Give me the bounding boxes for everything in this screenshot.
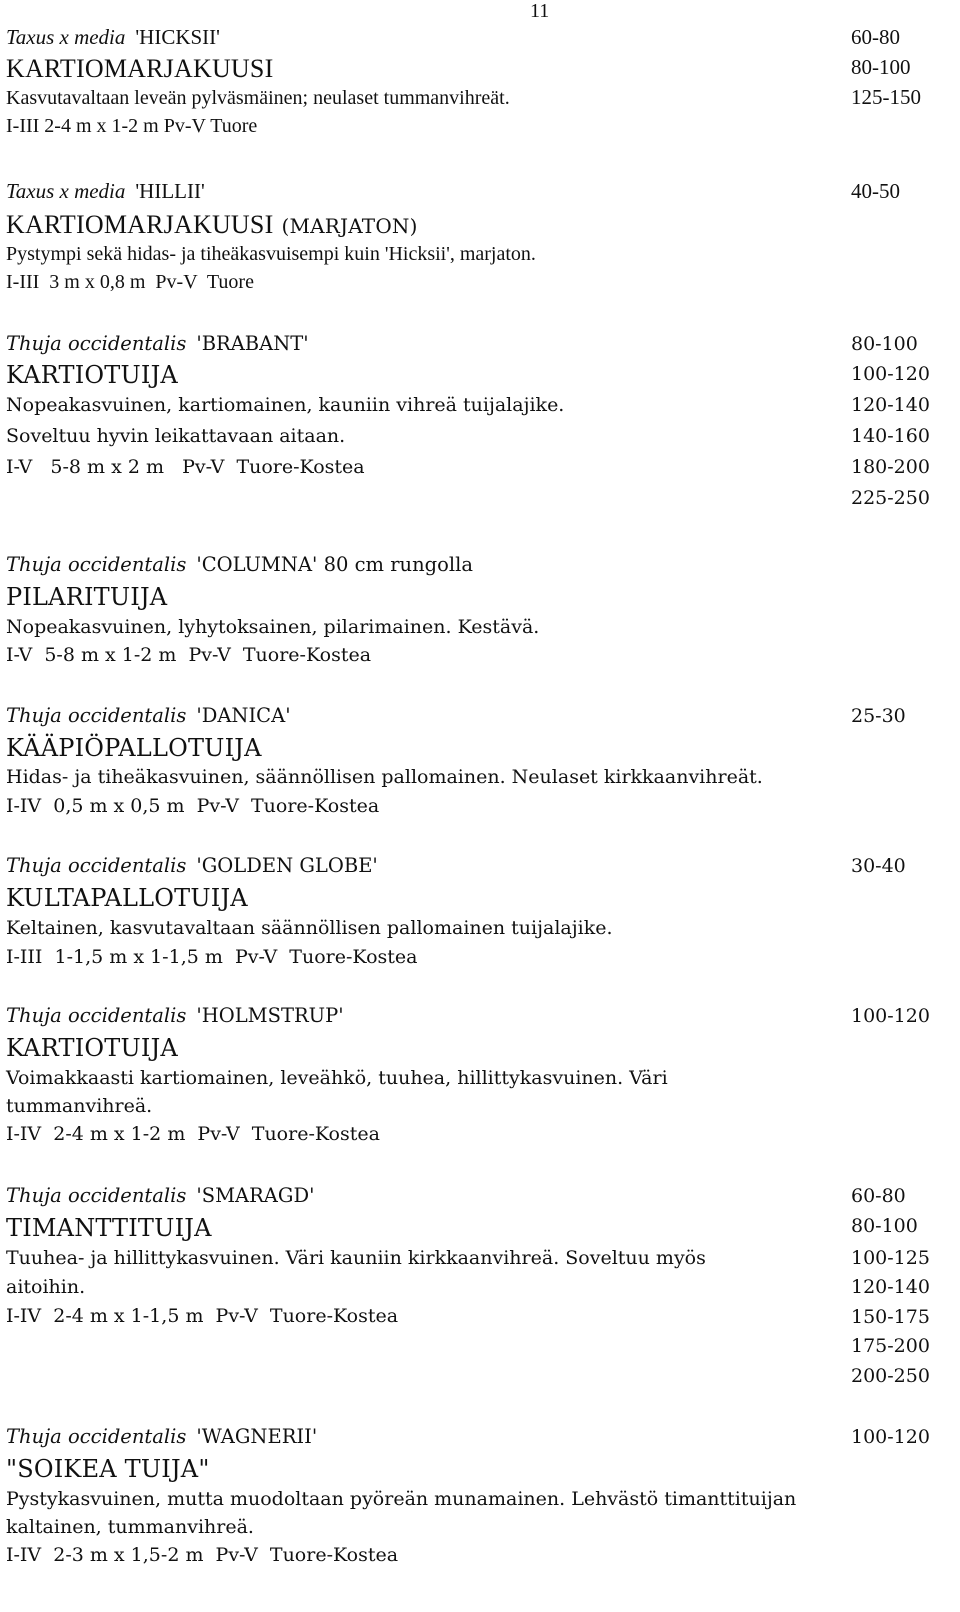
description-text: Kasvutavaltaan leveän pylväsmäinen; neulaset tummanvihreät. <box>6 87 510 109</box>
size-range <box>851 1303 930 1330</box>
size-range <box>851 1182 906 1209</box>
size-range <box>851 54 911 80</box>
description-line <box>6 453 365 480</box>
size-range <box>851 1212 918 1239</box>
size-range-text: 180-200 <box>851 456 930 478</box>
description-text: Pystympi sekä hidas- ja tiheäkasvuisempi kuin 'Hicksii', marjaton. <box>6 243 536 265</box>
common-name-text: KARTIOMARJAKUUSI <box>6 210 274 239</box>
size-range-text: 150-175 <box>851 1306 930 1328</box>
cultivar-name: 'WAGNERII' <box>196 1425 318 1448</box>
size-range-text: 30-40 <box>851 855 906 877</box>
description-text: I-IV 0,5 m x 0,5 m Pv-V Tuore-Kostea <box>6 795 380 817</box>
latin-name: Thuja occidentalis <box>6 1004 187 1027</box>
description-line <box>6 1064 668 1091</box>
description-line <box>6 1302 398 1329</box>
description-line <box>6 240 536 267</box>
description-text: I-IV 2-4 m x 1-2 m Pv-V Tuore-Kostea <box>6 1123 380 1145</box>
common-name-text: PILARITUIJA <box>6 583 168 611</box>
description-line <box>6 1092 152 1119</box>
description-text: I-IV 2-3 m x 1,5-2 m Pv-V Tuore-Kostea <box>6 1544 399 1566</box>
latin-name: Thuja occidentalis <box>6 1184 187 1207</box>
size-range-text: 80-100 <box>851 333 918 355</box>
size-range-text: 175-200 <box>851 1335 930 1357</box>
size-range <box>851 1002 930 1029</box>
description-line <box>6 613 539 640</box>
cultivar-name: 'HICKSII' <box>135 25 220 49</box>
size-range-text: 125-150 <box>851 85 921 109</box>
size-range <box>851 330 918 357</box>
size-range <box>851 1273 930 1300</box>
common-name-text: KARTIOTUIJA <box>6 361 178 389</box>
size-range <box>851 422 930 449</box>
common-name <box>6 210 418 241</box>
size-range-text: 100-120 <box>851 1426 930 1448</box>
scientific-name-line <box>6 852 378 879</box>
description-text: tummanvihreä. <box>6 1095 153 1117</box>
size-range-text: 100-120 <box>851 1005 930 1027</box>
size-range <box>851 1362 930 1389</box>
size-range-text: 40-50 <box>851 179 900 203</box>
common-name-text: KARTIOMARJAKUUSI <box>6 54 274 83</box>
size-range <box>851 391 930 418</box>
description-text: Keltainen, kasvutavaltaan säännöllisen pallomainen tuijalajike. <box>6 917 613 939</box>
description-text: Tuuhea- ja hillittykasvuinen. Väri kauniin kirkkaanvihreä. Soveltuu myös <box>6 1247 706 1269</box>
common-name-note: (MARJATON) <box>281 214 418 238</box>
scientific-name-line <box>6 551 473 578</box>
description-text: aitoihin. <box>6 1276 86 1298</box>
latin-name: Taxus x media <box>6 25 126 49</box>
common-name <box>6 733 262 763</box>
scientific-name-line <box>6 1423 317 1450</box>
scientific-name-line <box>6 1002 344 1029</box>
description-text: Nopeakasvuinen, lyhytoksainen, pilarimainen. Kestävä. <box>6 616 540 638</box>
size-range-text: 120-140 <box>851 394 930 416</box>
size-range <box>851 1244 930 1271</box>
common-name <box>6 1213 212 1243</box>
size-range-text: 80-100 <box>851 55 911 79</box>
description-line <box>6 268 254 295</box>
description-line <box>6 1273 85 1300</box>
size-range <box>851 24 900 50</box>
common-name-text: KÄÄPIÖPALLOTUIJA <box>6 734 262 762</box>
size-range-text: 100-125 <box>851 1247 930 1269</box>
description-line <box>6 1513 254 1540</box>
common-name-text: KULTAPALLOTUIJA <box>6 884 248 912</box>
scientific-name-line <box>6 702 291 729</box>
description-text: I-V 5-8 m x 2 m Pv-V Tuore-Kostea <box>6 456 365 478</box>
size-range <box>851 852 906 879</box>
description-line <box>6 1485 796 1512</box>
description-line <box>6 422 345 449</box>
size-range-text: 225-250 <box>851 487 930 509</box>
common-name <box>6 54 273 84</box>
size-range-text: 60-80 <box>851 1185 906 1207</box>
description-line <box>6 112 257 139</box>
description-text: I-III 3 m x 0,8 m Pv-V Tuore <box>6 271 254 293</box>
description-text: I-III 2-4 m x 1-2 m Pv-V Tuore <box>6 115 258 137</box>
common-name <box>6 1033 178 1063</box>
description-line <box>6 84 510 111</box>
cultivar-name: 'BRABANT' <box>196 332 309 355</box>
common-name <box>6 1454 210 1484</box>
description-line <box>6 914 613 941</box>
description-text: Hidas- ja tiheäkasvuinen, säännöllisen pallomainen. Neulaset kirkkaanvihreät. <box>6 766 763 788</box>
cultivar-name: 'COLUMNA' 80 cm rungolla <box>196 553 473 576</box>
size-range <box>851 453 930 480</box>
description-text: Soveltuu hyvin leikattavaan aitaan. <box>6 425 346 447</box>
cultivar-name: 'GOLDEN GLOBE' <box>196 854 378 877</box>
description-text: Voimakkaasti kartiomainen, leveähkö, tuuhea, hillittykasvuinen. Väri <box>6 1067 668 1089</box>
description-line <box>6 391 564 418</box>
scientific-name-line <box>6 330 309 357</box>
common-name <box>6 360 178 390</box>
description-line <box>6 1120 380 1147</box>
cultivar-name: 'DANICA' <box>196 704 291 727</box>
size-range-text: 120-140 <box>851 1276 930 1298</box>
common-name-text: TIMANTTITUIJA <box>6 1214 212 1242</box>
description-line <box>6 1244 706 1271</box>
size-range <box>851 1332 930 1359</box>
size-range-text: 25-30 <box>851 705 906 727</box>
description-text: I-IV 2-4 m x 1-1,5 m Pv-V Tuore-Kostea <box>6 1305 399 1327</box>
description-text: Nopeakasvuinen, kartiomainen, kauniin vihreä tuijalajike. <box>6 394 565 416</box>
page-number-area <box>0 0 960 24</box>
common-name-text: KARTIOTUIJA <box>6 1034 178 1062</box>
description-text: Pystykasvuinen, mutta muodoltaan pyöreän munamainen. Lehvästö timanttituijan <box>6 1488 797 1510</box>
cultivar-name: 'HOLMSTRUP' <box>196 1004 344 1027</box>
description-text: I-V 5-8 m x 1-2 m Pv-V Tuore-Kostea <box>6 644 372 666</box>
size-range <box>851 484 930 511</box>
latin-name: Taxus x media <box>6 179 126 203</box>
scientific-name-line <box>6 178 205 204</box>
common-name <box>6 582 167 612</box>
size-range <box>851 84 921 110</box>
size-range-text: 80-100 <box>851 1215 918 1237</box>
size-range-text: 200-250 <box>851 1365 930 1387</box>
description-text: I-III 1-1,5 m x 1-1,5 m Pv-V Tuore-Kostea <box>6 946 418 968</box>
size-range <box>851 360 930 387</box>
description-line <box>6 792 379 819</box>
latin-name: Thuja occidentalis <box>6 854 187 877</box>
description-line <box>6 1541 398 1568</box>
description-line <box>6 641 371 668</box>
size-range-text: 140-160 <box>851 425 930 447</box>
cultivar-name: 'SMARAGD' <box>196 1184 315 1207</box>
scientific-name-line <box>6 24 220 50</box>
latin-name: Thuja occidentalis <box>6 704 187 727</box>
description-text: kaltainen, tummanvihreä. <box>6 1516 254 1538</box>
size-range-text: 100-120 <box>851 363 930 385</box>
size-range-text: 60-80 <box>851 25 900 49</box>
common-name <box>6 883 248 913</box>
cultivar-name: 'HILLII' <box>135 179 205 203</box>
latin-name: Thuja occidentalis <box>6 553 187 576</box>
latin-name: Thuja occidentalis <box>6 1425 187 1448</box>
latin-name: Thuja occidentalis <box>6 332 187 355</box>
size-range <box>851 1423 930 1450</box>
common-name-text: "SOIKEA TUIJA" <box>6 1455 210 1483</box>
size-range <box>851 178 900 204</box>
scientific-name-line <box>6 1182 314 1209</box>
page-number: 11 <box>530 0 550 22</box>
size-range <box>851 702 906 729</box>
description-line <box>6 943 418 970</box>
description-line <box>6 763 763 790</box>
